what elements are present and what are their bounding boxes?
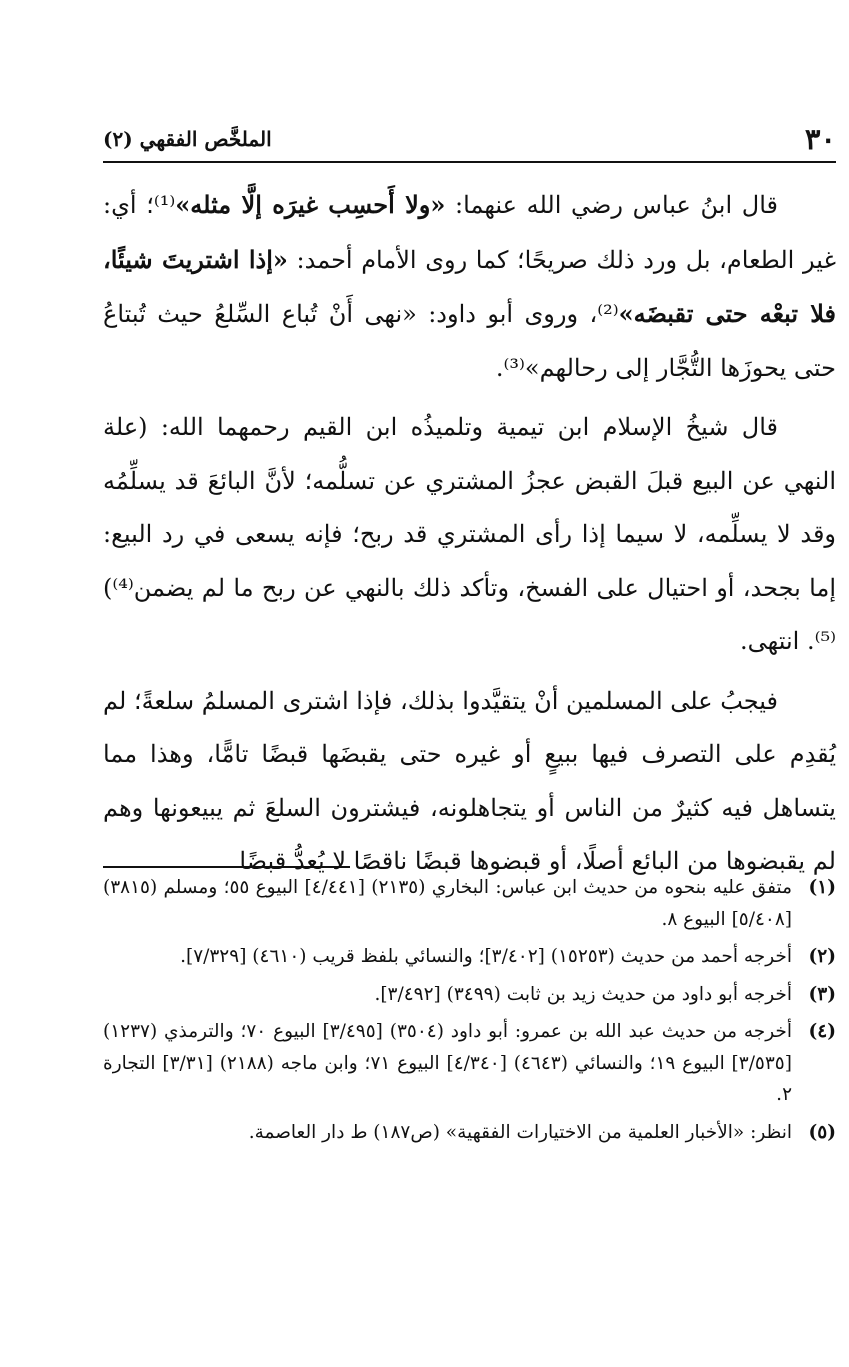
footnote-number: (١) bbox=[808, 877, 836, 898]
footnote-item bbox=[103, 872, 836, 935]
footnote-item bbox=[103, 1016, 836, 1111]
footnote-text: متفق عليه بنحوه من حديث ابن عباس: البخاري (٢١٣٥) [٤/٤٤١] البيوع ٥٥؛ ومسلم (٣٨١٥) [٥/٤٠٨] البيوع ٨. bbox=[103, 877, 792, 930]
paragraph-1-end: ⁽²⁾، وروى أبو داود: «نهى أَنْ تُباع السِّلعُ حيث تُبتاعُ حتى يحوزَها التُّجَّار إلى رحالهم»⁽³⁾. bbox=[103, 300, 836, 382]
paragraph-3: فيجبُ على المسلمين أنْ يتقيَّدوا بذلك، فإذا اشترى المسلمُ سلعةً؛ لم يُقدِم على التصرف فيها ببيعٍ أو غيره حتى يقبضَها قبضًا تامًّا، وهذا مما يتساهل فيه كثيرٌ من الناس أو يتجاهلونه، فيشترون السلعَ ثم يبيعونها وهم لم يقبضوها من البائع أصلًا، أو قبضوها قبضًا ناقصًا لا يُعدُّ قبضًا bbox=[103, 686, 836, 875]
page-header bbox=[103, 117, 836, 163]
paragraph-1-intro: قال ابنُ عباس رضي الله عنهما: bbox=[445, 191, 778, 219]
paragraph-2: قال شيخُ الإسلام ابن تيمية وتلميذُه ابن القيم رحمهما الله: (علة النهي عن البيع قبلَ القبض عجزُ المشتري عن تسلُّمه؛ لأنَّ البائعَ قد يسلِّمُه وقد لا يسلِّمه، لا سيما إذا رأى المشتري قد ربح؛ فإنه يسعى في رد البيع: إما بجحد، أو احتيال على الفسخ، وتأكد ذلك بالنهي عن ربح ما لم يضمن⁽⁴⁾)⁽⁵⁾. انتهى. bbox=[103, 413, 836, 655]
footnote-text: أخرجه أبو داود من حديث زيد بن ثابت (٣٤٩٩) [٣/٤٩٢]. bbox=[374, 983, 792, 1005]
footnote-number: (٣) bbox=[808, 983, 836, 1005]
footnote-text: انظر: «الأخبار العلمية من الاختيارات الفقهية» (ص١٨٧) ط دار العاصمة. bbox=[248, 1121, 792, 1143]
paragraph-1-middle: ⁽¹⁾؛ أي: غير الطعام، بل ورد ذلك صريحًا؛ كما روى الأمام أحمد: bbox=[103, 191, 836, 274]
footnote-number: (٤) bbox=[808, 1021, 836, 1042]
book-title: الملخَّص الفقهي (٢) bbox=[103, 127, 272, 151]
footnote-text: أخرجه أحمد من حديث (١٥٢٥٣) [٣/٤٠٢]؛ والنسائي بلفظ قريب (٤٦١٠) [٧/٣٢٩]. bbox=[180, 946, 792, 967]
footnote-item bbox=[103, 1117, 836, 1149]
main-text bbox=[103, 178, 836, 895]
paragraph-1-quote: «ولا أَحسِب غيرَه إلَّا مثله» bbox=[175, 190, 446, 219]
footnote-item bbox=[103, 941, 836, 973]
paragraph-1 bbox=[103, 178, 836, 395]
footnote-number: (٥) bbox=[808, 1121, 836, 1143]
footnote-text: أخرجه من حديث عبد الله بن عمرو: أبو داود (٣٥٠٤) [٣/٤٩٥] البيوع ٧٠؛ والترمذي (١٢٣٧) [٣/٥٣٥] البيوع ١٩؛ والنسائي (٤٦٤٣) [٤/٣٤٠] البيوع ٧١؛ وابن ماجه (٢١٨٨) [٣/٣١] التجارة ٢. bbox=[103, 1021, 792, 1105]
footnote-number: (٢) bbox=[808, 946, 836, 967]
footnote-divider bbox=[103, 866, 350, 868]
footnote-item bbox=[103, 979, 836, 1011]
page-number: ٣٠ bbox=[804, 121, 836, 156]
footnotes bbox=[103, 872, 836, 1154]
paragraph-1-quote-2: «إذا اشتريتَ شيئًا، فلا تبعْه حتى تقبضَه» bbox=[103, 244, 836, 328]
